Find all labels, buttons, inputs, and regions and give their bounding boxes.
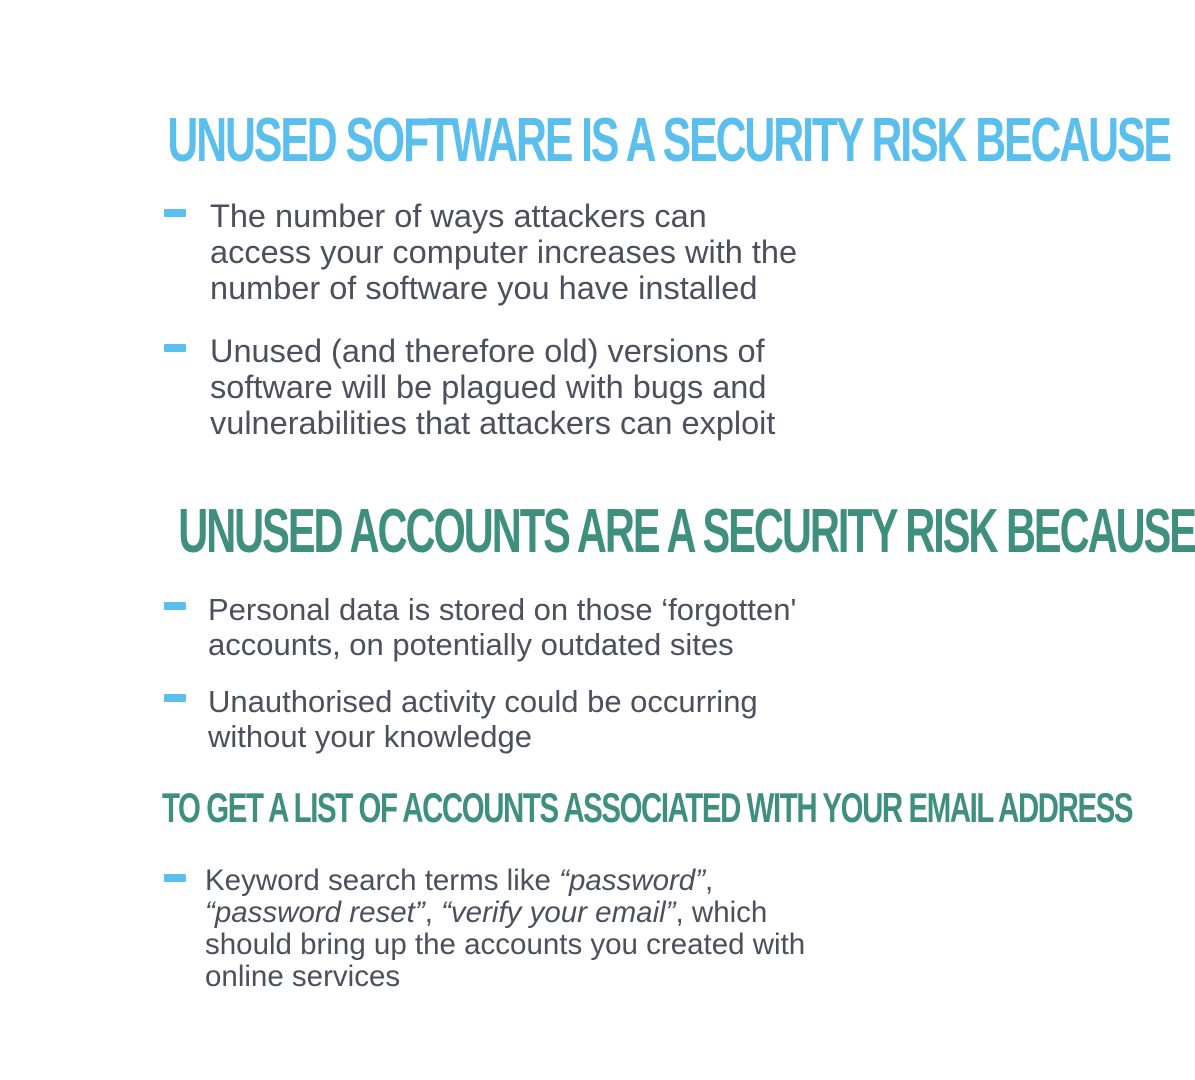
search-term: “password reset” xyxy=(205,896,425,929)
bullet-line: accounts, on potentially outdated sites xyxy=(208,627,734,662)
bullet-line xyxy=(205,865,805,897)
heading-get-list-of-accounts: TO GET A LIST OF ACCOUNTS ASSOCIATED WITH YOUR EMAIL ADDRESS xyxy=(162,784,1133,831)
dash-bullet-icon xyxy=(164,344,186,352)
bullet-line: access your computer increases with the xyxy=(210,234,798,270)
bullet-text-segment: , xyxy=(705,864,714,897)
bullet-line: The number of ways attackers can xyxy=(210,198,707,234)
dash-bullet-icon xyxy=(164,602,186,610)
bullet-text-segment: Keyword search terms like xyxy=(205,864,560,897)
bullet-line: Unauthorised activity could be occurring xyxy=(208,684,758,719)
search-term: “password” xyxy=(559,864,706,897)
bullet-text-segment: , which xyxy=(675,896,768,929)
dash-bullet-icon xyxy=(164,209,186,217)
bullet-line: online services xyxy=(205,960,401,993)
bullet-line: software will be plagued with bugs and xyxy=(210,369,767,405)
bullet-line xyxy=(205,897,805,929)
bullet-line: should bring up the accounts you created with xyxy=(205,928,806,961)
bullet-line: Unused (and therefore old) versions of xyxy=(210,333,765,369)
bullet-line: Personal data is stored on those ‘forgotten' xyxy=(208,592,797,627)
heading-unused-accounts: UNUSED ACCOUNTS ARE A SECURITY RISK BECAUSE xyxy=(178,497,1195,566)
dash-bullet-icon xyxy=(164,874,186,882)
bullet-line: number of software you have installed xyxy=(210,270,758,306)
bullet-line: vulnerabilities that attackers can exploit xyxy=(210,405,776,441)
dash-bullet-icon xyxy=(164,694,186,702)
bullet-text-segment: , xyxy=(424,896,442,929)
search-term: “verify your email” xyxy=(441,896,676,929)
heading-unused-software: UNUSED SOFTWARE IS A SECURITY RISK BECAUSE xyxy=(167,106,1170,175)
bullet-line: without your knowledge xyxy=(208,719,532,754)
